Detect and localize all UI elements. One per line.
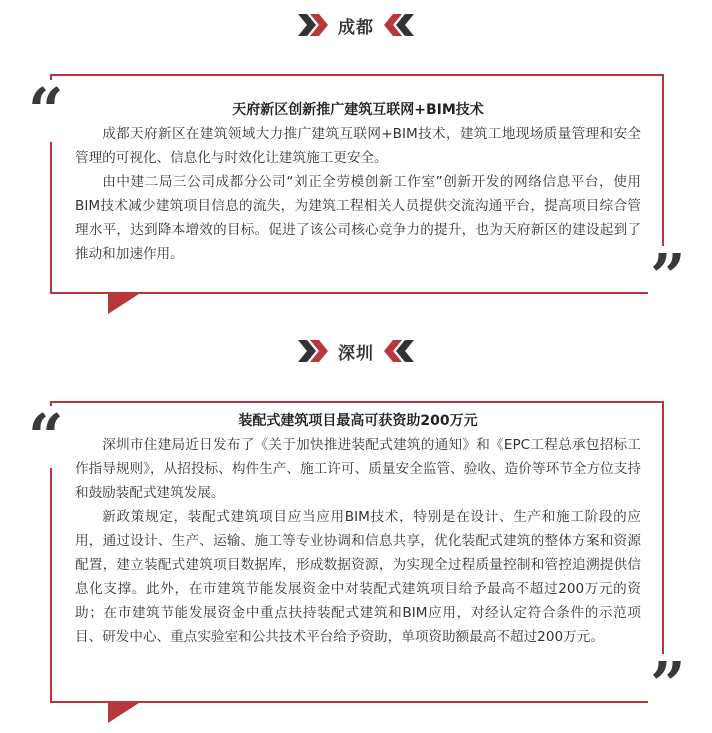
article-paragraph: 由中建二局三公司成都分公司“刘正全劳模创新工作室”创新开发的网络信息平台，使用BIM技术减少建筑项目信息的流失，为建筑工程相关人员提供交流沟通平台，提高项目综合管理水平，达到降本增效的目标。促进了该公司核心竞争力的提升，也为天府新区的建设起到了推动和加速作用。 <box>75 174 641 262</box>
article-title: 装配式建筑项目最高可获资助200万元 <box>238 413 478 429</box>
section-title: 成都 <box>338 17 374 38</box>
open-quote-icon: “ <box>28 74 64 147</box>
article-card-shenzhen <box>50 401 664 703</box>
close-quote-icon: ” <box>650 240 686 313</box>
double-chevron-right-icon <box>296 14 330 36</box>
article-title: 天府新区创新推广建筑互联网+BIM技术 <box>232 102 484 118</box>
section-header-shenzhen <box>0 336 712 366</box>
article-paragraph: 成都天府新区在建筑领域大力推广建筑互联网+BIM技术，建筑工地现场质量管理和安全管理的可视化、信息化与时效化让建筑施工更安全。 <box>75 126 641 166</box>
card-tail-triangle <box>108 292 142 314</box>
section-title: 深圳 <box>338 343 374 364</box>
article-body <box>75 98 641 266</box>
article-body <box>75 409 641 649</box>
double-chevron-right-icon <box>296 340 330 362</box>
article-paragraph: 深圳市住建局近日发布了《关于加快推进装配式建筑的通知》和《EPC工程总承包招标工作指导规则》，从招投标、构件生产、施工许可、质量安全监管、验收、造价等环节全方位支持和鼓励装配式建筑发展。 <box>75 437 641 501</box>
open-quote-icon: “ <box>28 400 64 473</box>
double-chevron-left-icon <box>382 14 416 36</box>
double-chevron-left-icon <box>382 340 416 362</box>
section-header-chengdu <box>0 10 712 40</box>
article-paragraph: 新政策规定，装配式建筑项目应当应用BIM技术，特别是在设计、生产和施工阶段的应用，通过设计、生产、运输、施工等专业协调和信息共享，优化装配式建筑的整体方案和资源配置，建立装配式建筑项目数据库，形成数据资源，为实现全过程质量控制和管控追溯提供信息化支撑。此外，在市建筑节能发展资金中对装配式建筑项目给予最高不超过200万元的资助；在市建筑节能发展资金中重点扶持装配式建筑和BIM应用，对经认定符合条件的示范项目、研发中心、重点实验室和公共技术平台给予资助，单项资助额最高不超过200万元。 <box>75 509 641 645</box>
article-card-chengdu <box>50 74 664 294</box>
card-tail-triangle <box>108 701 142 723</box>
close-quote-icon: ” <box>650 648 686 721</box>
